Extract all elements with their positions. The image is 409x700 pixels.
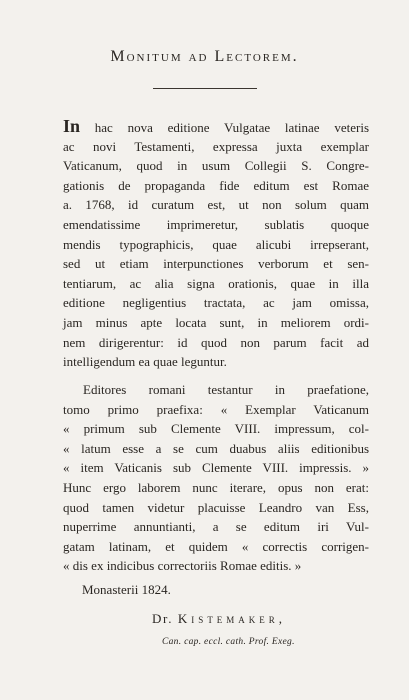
signature-role: Can. cap. eccl. cath. Prof. Exeg. (162, 637, 295, 647)
text-line: Vaticanum, quod in usum Collegii S. Congre- (63, 158, 369, 174)
text-line: emendatissime imprimeretur, sublatis quoque (63, 216, 369, 232)
text-line: nuperrime annuntianti, a se editum iri Vul- (63, 519, 369, 535)
signature (152, 611, 286, 627)
signature-name: Kistemaker, (177, 611, 287, 626)
text-line: quod tamen videtur placuisse Leandro van Ess, (63, 499, 369, 515)
text-line: Editores romani testantur in praefatione, (83, 382, 369, 397)
text-line: a. 1768, id curatum est, ut non solum quam (63, 197, 369, 213)
drop-cap: In (63, 116, 81, 136)
text-line: ac novi Testamenti, expressa juxta exemplar (63, 138, 369, 154)
text-line: mendis typographicis, quae alicubi irrepserant, (63, 236, 369, 252)
text-line: jam minus apte locata sunt, in meliorem ordi- (63, 314, 369, 330)
text-line: « latum esse a se cum duabus aliis editionibus (63, 440, 369, 456)
text-line: tomo primo praefixa: « Exemplar Vaticanum (63, 401, 369, 417)
title-rule (153, 88, 257, 89)
text-line: « primum sub Clemente VIII. impressum, col- (63, 421, 369, 437)
paragraph-2 (63, 380, 369, 576)
text-line: gatam latinam, et quidem « correctis corrigen- (63, 538, 369, 554)
text-line-rest: hac nova editione Vulgatae latinae veteris (80, 120, 369, 135)
text-line: « item Vaticanis sub Clemente VIII. impressis. » (63, 460, 369, 476)
text-line: editione negligentius tractata, ac jam omissa, (63, 295, 369, 311)
text-line: « dis ex indicibus correctoriis Romae editis. » (63, 558, 302, 574)
text-line: tentiarum, ac alia signa orationis, quae in illa (63, 275, 369, 291)
text-line: nem dirigerentur: id quod non parum facit ad (63, 334, 369, 350)
text-line: gationis de propaganda fide editum est Romae (63, 177, 369, 193)
signature-prefix: Dr. (152, 611, 174, 626)
text-line: intelligendum ea quae leguntur. (63, 354, 227, 370)
place-date: Monasterii 1824. (82, 582, 171, 597)
text-line (63, 117, 369, 137)
text-line: Hunc ergo laborem nunc iterare, opus non erat: (63, 479, 369, 495)
page-title: Monitum ad Lectorem. (110, 48, 299, 65)
text-line: sed ut etiam interpunctiones verborum et sen- (63, 256, 369, 272)
paragraph-1 (63, 117, 369, 372)
